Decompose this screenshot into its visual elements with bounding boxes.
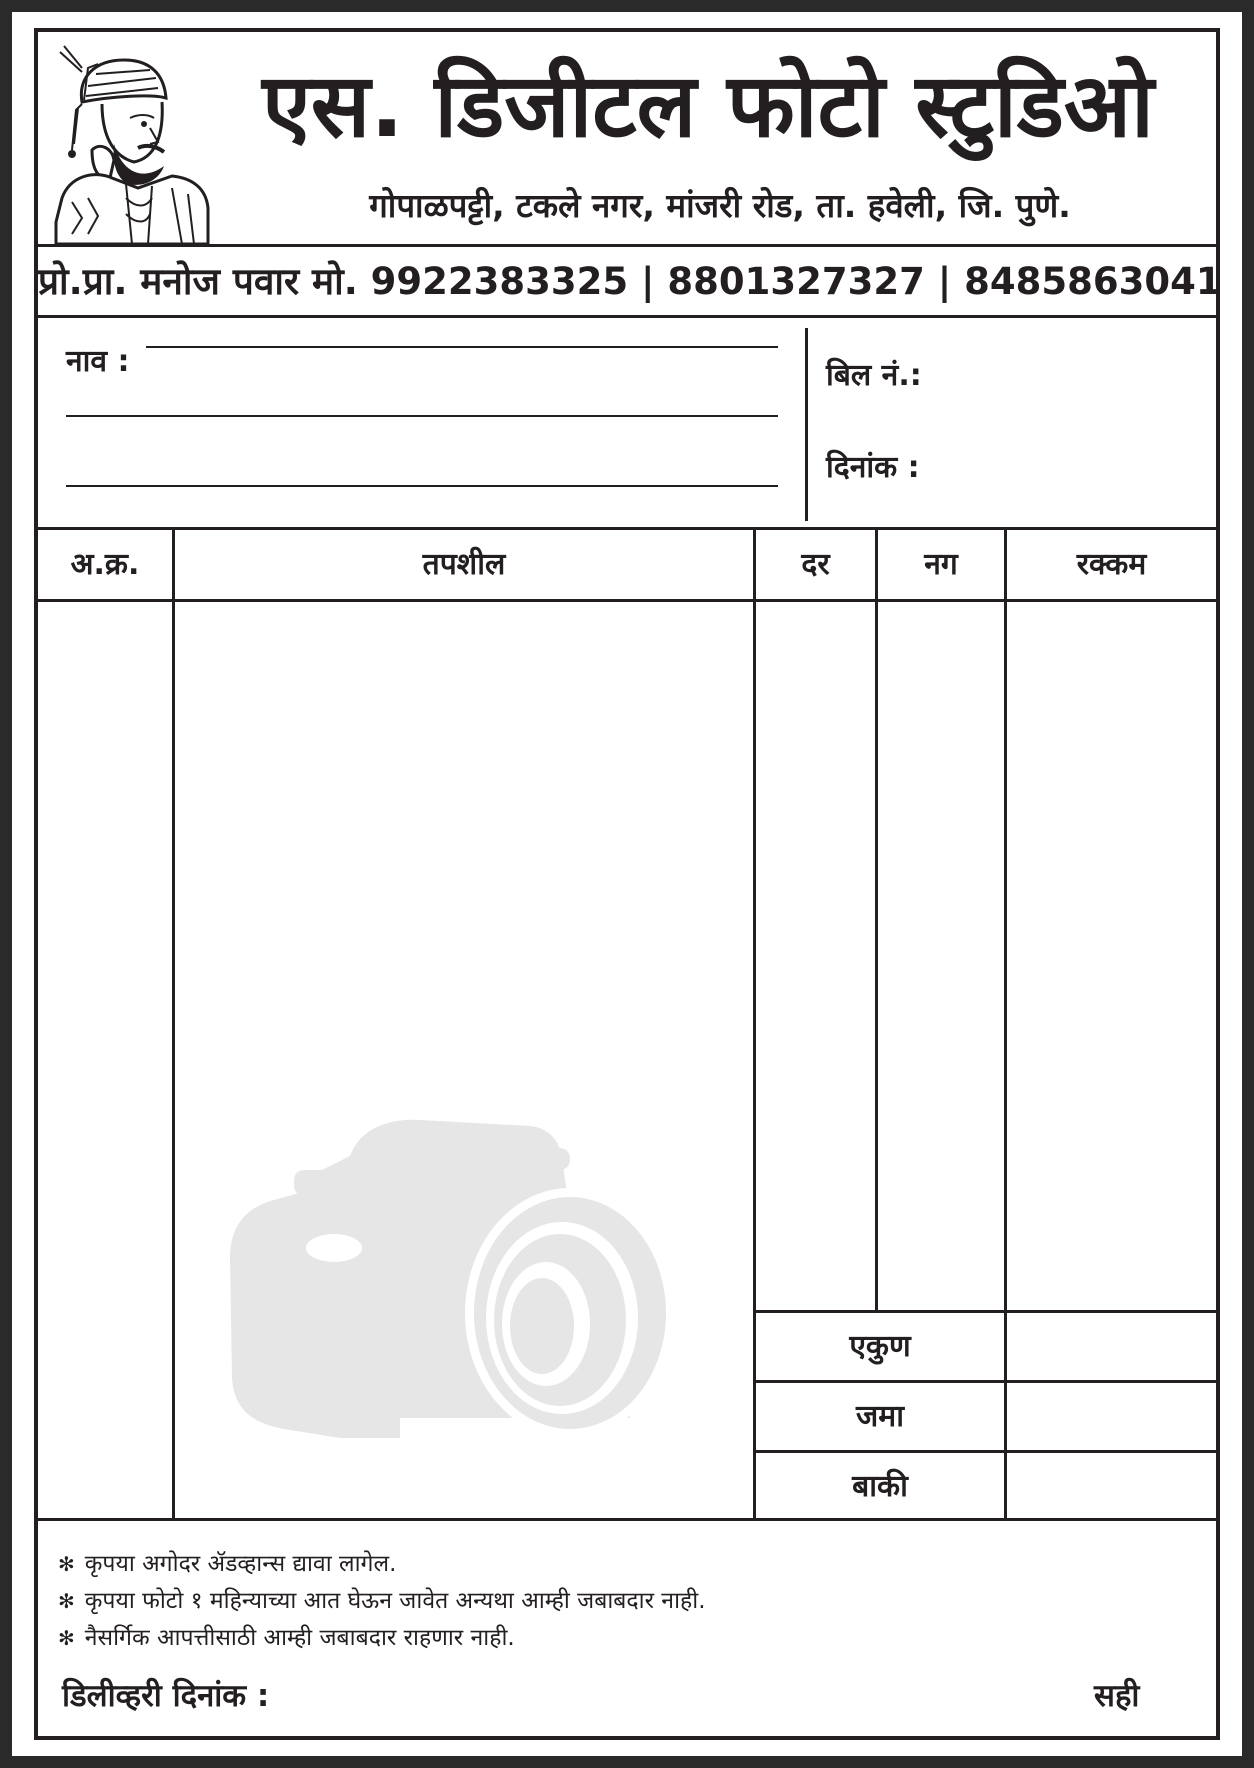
camera-watermark-icon bbox=[230, 1118, 690, 1443]
note-text: कृपया अगोदर ॲडव्हान्स द्यावा लागेल. bbox=[84, 1551, 397, 1577]
column-header-amount: रक्कम bbox=[1076, 547, 1147, 582]
note-2 bbox=[58, 1583, 1178, 1619]
note-3 bbox=[58, 1620, 1178, 1656]
name-field[interactable] bbox=[146, 346, 778, 348]
name-field-line-3[interactable] bbox=[66, 485, 778, 487]
name-field-line-2[interactable] bbox=[66, 415, 778, 417]
note-1 bbox=[58, 1546, 1178, 1582]
header-divider bbox=[38, 244, 1216, 247]
col-divider-serial bbox=[172, 527, 175, 1520]
note-text: नैसर्गिक आपत्तीसाठी आम्ही जबाबदार राहणार नाही. bbox=[84, 1625, 515, 1651]
asterisk-bullet-icon: ✻ bbox=[58, 1589, 75, 1613]
asterisk-bullet-icon: ✻ bbox=[58, 1626, 75, 1650]
studio-address: गोपाळपट्टी, टकले नगर, मांजरी रोड, ता. हवेली, जि. पुणे. bbox=[369, 186, 1071, 225]
balance-label: बाकी bbox=[852, 1469, 908, 1504]
deposit-label: जमा bbox=[856, 1399, 904, 1434]
contact-divider bbox=[38, 315, 1216, 318]
column-header-serial: अ.क्र. bbox=[70, 547, 140, 582]
name-label: नाव : bbox=[66, 344, 130, 379]
customer-divider bbox=[805, 328, 808, 521]
bill-number-label: बिल नं.: bbox=[826, 358, 922, 393]
col-divider-rate bbox=[875, 527, 878, 1312]
total-label: एकुण bbox=[849, 1329, 911, 1364]
asterisk-bullet-icon: ✻ bbox=[58, 1552, 75, 1576]
studio-title: एस. डिजीटल फोटो स्टुडिओ bbox=[262, 54, 1154, 157]
table-bottom-line bbox=[38, 1518, 1216, 1521]
date-label: दिनांक : bbox=[826, 450, 920, 485]
column-header-rate: दर bbox=[801, 547, 830, 582]
column-header-details: तपशील bbox=[422, 547, 506, 582]
note-text: कृपया फोटो १ महिन्याच्या आत घेऊन जावेत अन्यथा आम्ही जबाबदार नाही. bbox=[84, 1588, 706, 1614]
signature-label: सही bbox=[1094, 1678, 1140, 1714]
portrait-icon bbox=[42, 38, 220, 244]
proprietor-contact: प्रो.प्रा. मनोज पवार मो. 9922383325 | 8801327327 | 8485863041 bbox=[38, 260, 1222, 303]
delivery-date-label: डिलीव्हरी दिनांक : bbox=[62, 1678, 270, 1714]
column-header-quantity: नग bbox=[924, 547, 958, 582]
